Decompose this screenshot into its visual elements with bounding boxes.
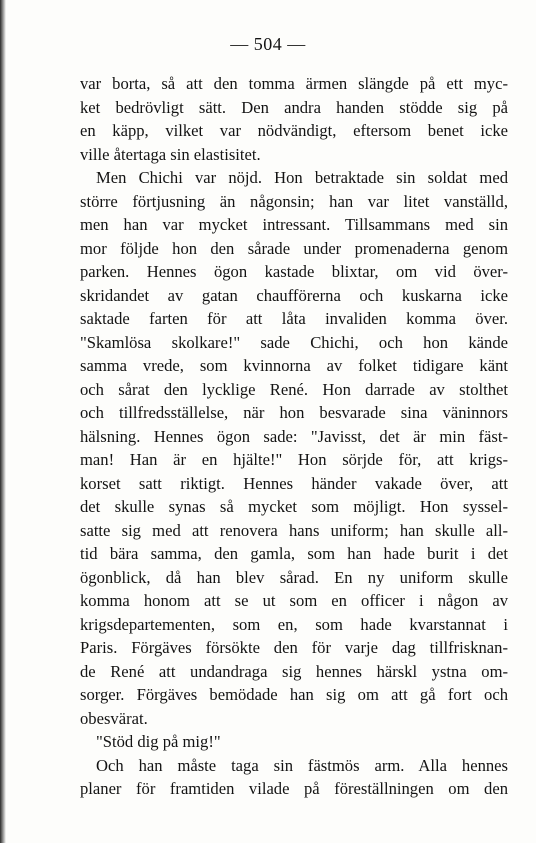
text-line: ögonblick, då han blev sårad. En ny uniform skulle	[80, 567, 508, 587]
text-line: ville återtaga sin elastisitet.	[80, 144, 261, 164]
text-line: och sårat den lycklige René. Hon darrade av stolthet	[80, 379, 508, 399]
text-line: ket bedrövligt sätt. Den andra handen stödde sig på	[80, 97, 508, 117]
page-number: — 504 —	[230, 34, 306, 54]
text-line: Och han måste taga sin fästmös arm. Alla hennes	[96, 755, 508, 775]
text-line: de René att undandraga sig hennes härskl ystna om-	[80, 661, 508, 681]
text-line: skridandet av gatan chaufförerna och kuskarna icke	[80, 285, 508, 305]
text-line: sorger. Förgäves bemödade han sig om att gå fort och	[80, 685, 508, 704]
text-line: hälsning. Hennes ögon sade: "Javisst, det är min fäst-	[80, 426, 508, 446]
text-line: Paris. Förgäves försökte den för varje dag tillfrisknan-	[80, 638, 508, 657]
text-line: planer för framtiden vilade på föreställningen om den	[80, 779, 508, 798]
text-line: korset satt riktigt. Hennes händer vakade över, att	[80, 473, 508, 493]
text-line: saktade farten för att låta invaliden komma över.	[80, 309, 508, 328]
text-line: samma vrede, som kvinnorna av folket tidigare känt	[80, 356, 508, 375]
text-line: obesvärat.	[80, 708, 148, 728]
page-gutter-shadow	[0, 0, 6, 843]
text-line: krigsdepartementen, som en, som hade kvarstannat i	[80, 614, 508, 634]
body-text	[80, 72, 508, 801]
text-line: parken. Hennes ögon kastade blixtar, om vid över-	[80, 262, 508, 281]
text-line: det skulle synas så mycket som möjligt. Hon syssel-	[80, 497, 508, 516]
text-line: mor följde hon den sårade under promenaderna genom	[80, 238, 508, 258]
text-line: större förtjusning än någonsin; han var litet vanställd,	[80, 191, 508, 211]
text-line: Men Chichi var nöjd. Hon betraktade sin soldat med	[96, 168, 508, 187]
text-line: "Stöd dig på mig!"	[96, 732, 221, 751]
text-line: komma honom att se ut som en officer i någon av	[80, 591, 508, 610]
text-line: satte sig med att renovera hans uniform; han skulle all-	[80, 520, 508, 540]
text-line: "Skamlösa skolkare!" sade Chichi, och hon kände	[80, 332, 508, 352]
text-line: och tillfredsställelse, när hon besvarade sina väninnors	[80, 403, 508, 422]
text-line: tid bära samma, den gamla, som han hade burit i det	[80, 544, 508, 563]
text-line: men han var mycket intressant. Tillsammans med sin	[80, 215, 508, 234]
text-line: var borta, så att den tomma ärmen slängde på ett myc-	[80, 74, 508, 93]
text-line: en käpp, vilket var nödvändigt, eftersom benet icke	[80, 121, 508, 140]
text-line: man! Han är en hjälte!" Hon sörjde för, att krigs-	[80, 450, 508, 469]
